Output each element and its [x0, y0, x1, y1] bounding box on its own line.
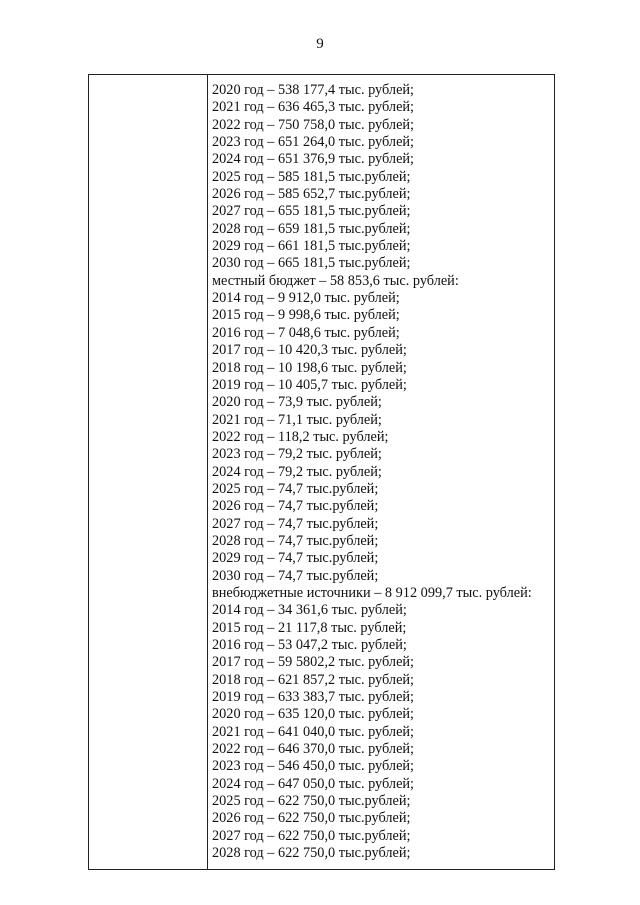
funding-line: 2014 год – 9 912,0 тыс. рублей;	[212, 290, 400, 307]
funding-line: 2018 год – 10 198,6 тыс. рублей;	[212, 359, 407, 376]
funding-line: 2020 год – 538 177,4 тыс. рублей;	[212, 82, 415, 98]
funding-line: 2023 год – 651 264,0 тыс. рублей;	[212, 134, 415, 151]
table-right-cell	[208, 75, 554, 869]
funding-line: 2028 год – 659 181,5 тыс.рублей;	[212, 220, 411, 237]
funding-line: 2021 год – 641 040,0 тыс. рублей;	[212, 723, 415, 740]
funding-line: 2025 год – 622 750,0 тыс.рублей;	[212, 793, 411, 810]
funding-line: 2015 год – 9 998,6 тыс. рублей;	[212, 307, 400, 324]
funding-line: 2028 год – 622 750,0 тыс.рублей;	[212, 845, 411, 862]
funding-line: 2016 год – 53 047,2 тыс. рублей;	[212, 637, 407, 653]
funding-table	[88, 74, 555, 870]
funding-line: 2026 год – 622 750,0 тыс.рублей;	[212, 810, 411, 827]
funding-line: 2023 год – 79,2 тыс. рублей;	[212, 446, 382, 463]
funding-line: 2027 год – 74,7 тыс.рублей;	[212, 515, 379, 532]
funding-line: 2024 год – 79,2 тыс. рублей;	[212, 463, 382, 480]
funding-line: 2020 год – 635 120,0 тыс. рублей;	[212, 706, 415, 723]
page-number: 9	[316, 36, 324, 52]
funding-line: 2022 год – 118,2 тыс. рублей;	[212, 428, 389, 445]
funding-line: 2014 год – 34 361,6 тыс. рублей;	[212, 602, 407, 619]
funding-line: 2024 год – 651 376,9 тыс. рублей;	[212, 151, 415, 168]
funding-line: 2023 год – 546 450,0 тыс. рублей;	[212, 758, 415, 775]
funding-line: 2027 год – 622 750,0 тыс.рублей;	[212, 827, 411, 844]
funding-line: 2030 год – 74,7 тыс.рублей;	[212, 567, 379, 584]
funding-line: местный бюджет – 58 853,6 тыс. рублей:	[212, 272, 459, 289]
funding-line: 2029 год – 661 181,5 тыс.рублей;	[212, 238, 411, 255]
funding-line: 2015 год – 21 117,8 тыс. рублей;	[212, 619, 407, 636]
funding-line: 2021 год – 71,1 тыс. рублей;	[212, 411, 382, 428]
funding-line: 2022 год – 750 758,0 тыс. рублей;	[212, 116, 415, 133]
funding-line: 2027 год – 655 181,5 тыс.рублей;	[212, 203, 411, 220]
funding-line: 2029 год – 74,7 тыс.рублей;	[212, 550, 379, 567]
funding-line: 2030 год – 665 181,5 тыс.рублей;	[212, 255, 411, 272]
funding-line: 2016 год – 7 048,6 тыс. рублей;	[212, 324, 400, 341]
funding-line: внебюджетные источники – 8 912 099,7 тыс. рублей:	[212, 584, 532, 601]
funding-line: 2019 год – 10 405,7 тыс. рублей;	[212, 376, 407, 393]
funding-line: 2025 год – 74,7 тыс.рублей;	[212, 480, 379, 497]
funding-line: 2017 год – 59 5802,2 тыс. рублей;	[212, 654, 415, 671]
funding-line: 2025 год – 585 181,5 тыс.рублей;	[212, 168, 411, 185]
funding-line: 2022 год – 646 370,0 тыс. рублей;	[212, 741, 415, 758]
funding-line: 2018 год – 621 857,2 тыс. рублей;	[212, 671, 415, 688]
funding-line: 2028 год – 74,7 тыс.рублей;	[212, 532, 379, 549]
funding-line: 2020 год – 73,9 тыс. рублей;	[212, 394, 382, 411]
funding-line: 2017 год – 10 420,3 тыс. рублей;	[212, 342, 407, 359]
funding-line: 2021 год – 636 465,3 тыс. рублей;	[212, 99, 415, 116]
table-left-cell	[89, 75, 208, 869]
funding-line: 2019 год – 633 383,7 тыс. рублей;	[212, 689, 415, 706]
funding-line: 2026 год – 585 652,7 тыс.рублей;	[212, 186, 411, 203]
funding-line: 2024 год – 647 050,0 тыс. рублей;	[212, 775, 415, 792]
funding-line: 2026 год – 74,7 тыс.рублей;	[212, 498, 379, 515]
